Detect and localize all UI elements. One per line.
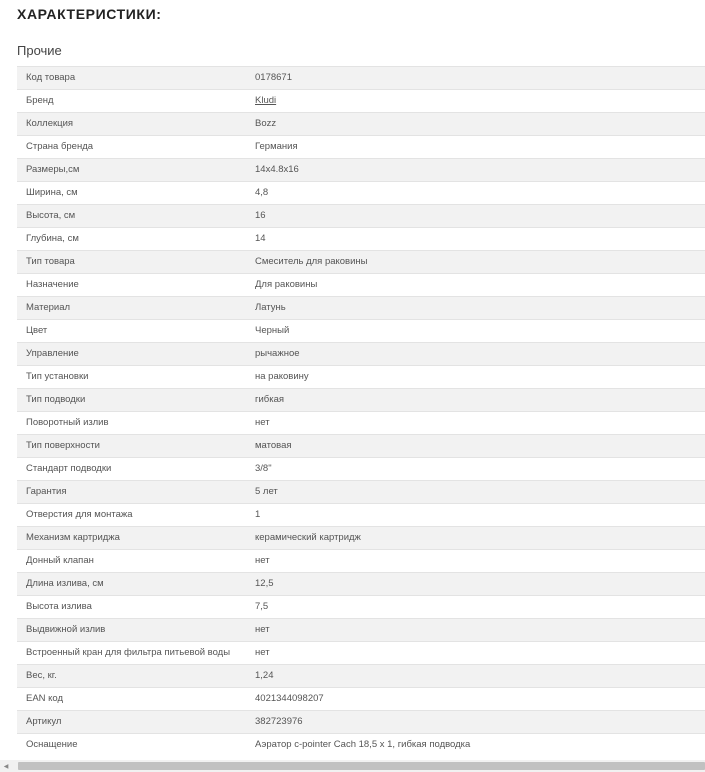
spec-value: нет [255,550,705,573]
spec-value: 4,8 [255,182,705,205]
spec-value: 1,24 [255,665,705,688]
spec-name: Отверстия для монтажа [17,504,255,527]
spec-name: Тип товара [17,251,255,274]
spec-row [17,113,705,136]
spec-row [17,711,705,734]
spec-value: нет [255,642,705,665]
spec-value: Германия [255,136,705,159]
spec-row [17,458,705,481]
spec-value: 16 [255,205,705,228]
spec-row [17,527,705,550]
spec-row [17,297,705,320]
section-title: Прочие [17,43,62,58]
horizontal-scrollbar[interactable] [0,760,705,772]
spec-value: 0178671 [255,67,705,90]
spec-value: 3/8" [255,458,705,481]
spec-name: Механизм картриджа [17,527,255,550]
specs-table [17,66,705,757]
spec-value: Аэратор c-pointer Cach 18,5 x 1, гибкая подводка [255,734,705,757]
spec-value: матовая [255,435,705,458]
spec-row [17,642,705,665]
spec-name: Страна бренда [17,136,255,159]
spec-value: 14 [255,228,705,251]
spec-name: Тип установки [17,366,255,389]
spec-name: Назначение [17,274,255,297]
spec-row [17,596,705,619]
spec-name: Выдвижной излив [17,619,255,642]
spec-name: Материал [17,297,255,320]
spec-value: нет [255,412,705,435]
spec-value: 4021344098207 [255,688,705,711]
spec-row [17,159,705,182]
spec-row [17,481,705,504]
spec-name: Высота, см [17,205,255,228]
spec-name: Длина излива, см [17,573,255,596]
spec-name: Стандарт подводки [17,458,255,481]
spec-name: Оснащение [17,734,255,757]
spec-value [255,90,705,113]
spec-row [17,205,705,228]
chevron-left-icon[interactable]: ◀ [3,763,9,770]
spec-row [17,573,705,596]
scrollbar-thumb[interactable] [18,762,705,770]
spec-row [17,435,705,458]
page-title: ХАРАКТЕРИСТИКИ: [17,6,162,22]
spec-name: Тип поверхности [17,435,255,458]
spec-row [17,320,705,343]
spec-row [17,182,705,205]
spec-name: Высота излива [17,596,255,619]
spec-value: гибкая [255,389,705,412]
spec-value: 12,5 [255,573,705,596]
spec-row [17,550,705,573]
spec-value: 382723976 [255,711,705,734]
spec-name: Коллекция [17,113,255,136]
spec-name: Глубина, см [17,228,255,251]
spec-name: Код товара [17,67,255,90]
spec-value: рычажное [255,343,705,366]
spec-name: Управление [17,343,255,366]
spec-name: Тип подводки [17,389,255,412]
spec-row [17,412,705,435]
spec-name: Цвет [17,320,255,343]
spec-value: керамический картридж [255,527,705,550]
spec-value: нет [255,619,705,642]
spec-value: Смеситель для раковины [255,251,705,274]
spec-name: Донный клапан [17,550,255,573]
spec-row [17,251,705,274]
spec-name: Встроенный кран для фильтра питьевой воды [17,642,255,665]
spec-row [17,136,705,159]
spec-value: на раковину [255,366,705,389]
spec-row [17,274,705,297]
spec-row [17,366,705,389]
spec-row [17,504,705,527]
spec-name: Поворотный излив [17,412,255,435]
spec-value: Черный [255,320,705,343]
spec-name: Ширина, см [17,182,255,205]
spec-value: 1 [255,504,705,527]
spec-row [17,665,705,688]
spec-row [17,389,705,412]
spec-name: Артикул [17,711,255,734]
spec-value: 14х4.8х16 [255,159,705,182]
spec-value: Bozz [255,113,705,136]
spec-row [17,343,705,366]
brand-link[interactable]: Kludi [255,95,277,106]
spec-value: 7,5 [255,596,705,619]
spec-value: Латунь [255,297,705,320]
spec-name: Бренд [17,90,255,113]
spec-row [17,228,705,251]
spec-name: Размеры,см [17,159,255,182]
spec-value: Для раковины [255,274,705,297]
spec-value: 5 лет [255,481,705,504]
spec-row [17,688,705,711]
spec-name: Вес, кг. [17,665,255,688]
spec-row [17,619,705,642]
spec-row [17,734,705,757]
spec-name: Гарантия [17,481,255,504]
spec-row [17,90,705,113]
spec-name: EAN код [17,688,255,711]
spec-row [17,67,705,90]
